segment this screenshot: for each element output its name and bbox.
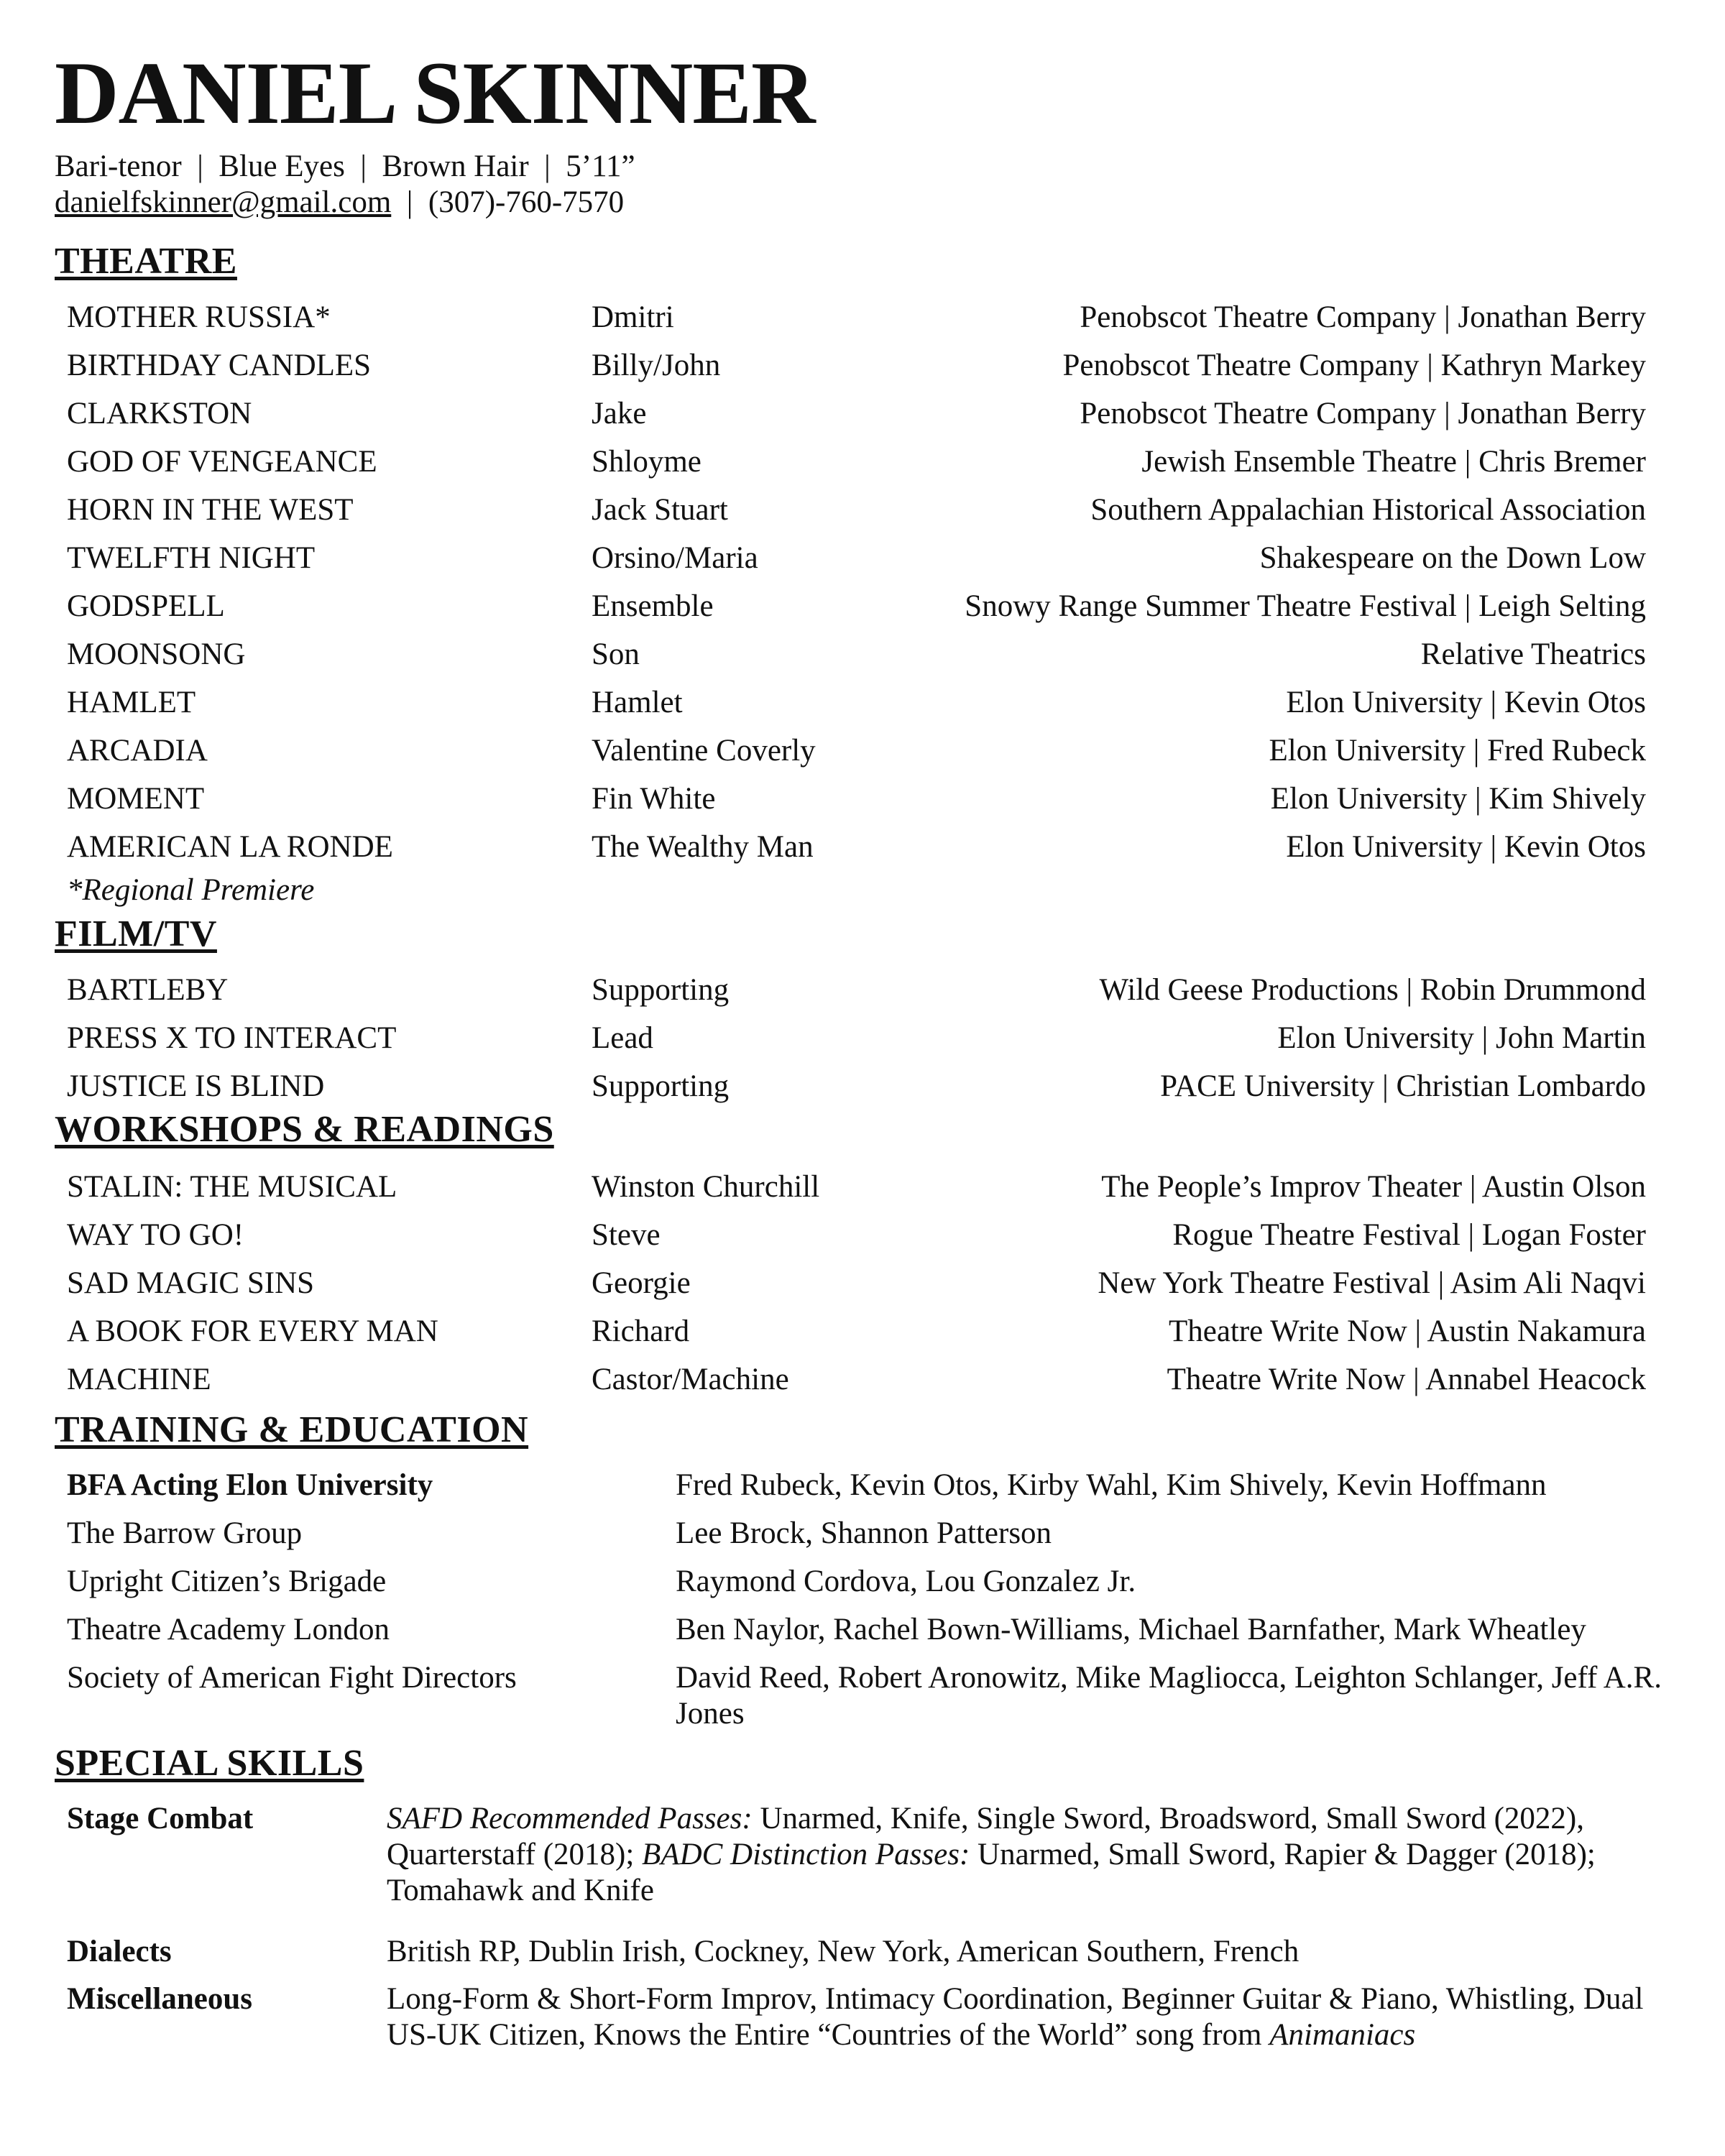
- skill-category: Miscellaneous: [67, 1982, 252, 2016]
- training-row: [0, 1606, 1725, 1654]
- skills-list: [0, 1801, 1725, 2078]
- skill-description: British RP, Dublin Irish, Cockney, New York, American Southern, French: [387, 1935, 1300, 1968]
- credit-title: BIRTHDAY CANDLES: [67, 349, 372, 382]
- credit-role: Supporting: [592, 1069, 730, 1103]
- credit-venue: Wild Geese Productions | Robin Drummond: [1099, 973, 1646, 1007]
- physical-stats: Bari-tenor | Blue Eyes | Brown Hair | 5’11”: [55, 149, 635, 183]
- credit-venue: The People’s Improv Theater | Austin Olson: [1101, 1170, 1646, 1204]
- credit-title: STALIN: THE MUSICAL: [67, 1170, 397, 1204]
- badc-label: BADC Distinction Passes:: [642, 1838, 970, 1871]
- training-school: BFA Acting Elon University: [67, 1468, 433, 1502]
- workshop-credits: [0, 1163, 1725, 1404]
- film-tv-credits: [0, 966, 1725, 1110]
- skill-row-miscellaneous: [0, 1981, 1725, 2053]
- training-teachers: Raymond Cordova, Lou Gonzalez Jr.: [676, 1565, 1136, 1598]
- credit-row: [0, 1211, 1725, 1259]
- theatre-credits: [0, 293, 1725, 871]
- credit-title: A BOOK FOR EVERY MAN: [67, 1314, 438, 1348]
- safd-label: SAFD Recommended Passes:: [387, 1802, 753, 1835]
- credit-row: [0, 293, 1725, 341]
- credit-role: Billy/John: [592, 349, 721, 382]
- credit-venue: Rogue Theatre Festival | Logan Foster: [1172, 1218, 1646, 1252]
- credit-role: Valentine Coverly: [592, 734, 816, 768]
- credit-role: Jake: [592, 397, 647, 430]
- credit-row: [0, 438, 1725, 486]
- skill-description: [387, 1981, 1680, 2053]
- credit-title: BARTLEBY: [67, 973, 229, 1007]
- training-teachers: Lee Brock, Shannon Patterson: [676, 1516, 1052, 1550]
- credit-venue: Theatre Write Now | Austin Nakamura: [1168, 1314, 1646, 1348]
- credit-title: TWELFTH NIGHT: [67, 541, 316, 575]
- credit-title: PRESS X TO INTERACT: [67, 1021, 397, 1055]
- credit-row: [0, 341, 1725, 390]
- training-teachers: David Reed, Robert Aronowitz, Mike Magliocca, Leighton Schlanger, Jeff A.R. Jones: [676, 1661, 1662, 1731]
- credit-role: Fin White: [592, 782, 716, 816]
- training-heading: TRAINING & EDUCATION: [55, 1409, 529, 1450]
- skill-row-dialects: [0, 1934, 1725, 1970]
- skill-description: [387, 1801, 1680, 1909]
- credit-role: Ensemble: [592, 589, 714, 623]
- credit-role: Supporting: [592, 973, 730, 1007]
- training-teachers: Ben Naylor, Rachel Bown-Williams, Michael Barnfather, Mark Wheatley: [676, 1613, 1586, 1646]
- credit-role: Winston Churchill: [592, 1170, 820, 1204]
- credit-venue: Penobscot Theatre Company | Jonathan Berry: [1080, 397, 1646, 430]
- credit-title: HORN IN THE WEST: [67, 493, 354, 527]
- skill-row-stage-combat: [0, 1801, 1725, 1909]
- credit-venue: Shakespeare on the Down Low: [1259, 541, 1646, 575]
- skill-category: Stage Combat: [67, 1802, 254, 1835]
- credit-title: HAMLET: [67, 686, 196, 719]
- credit-venue: Snowy Range Summer Theatre Festival | Leigh Selting: [965, 589, 1646, 623]
- credit-role: Orsino/Maria: [592, 541, 758, 575]
- actor-name: DANIEL SKINNER: [55, 44, 815, 142]
- credit-role: Shloyme: [592, 445, 702, 479]
- credit-role: Georgie: [592, 1266, 691, 1300]
- credit-row: [0, 1014, 1725, 1062]
- training-school: Theatre Academy London: [67, 1613, 390, 1646]
- credit-row: [0, 1062, 1725, 1110]
- animaniacs-title: Animaniacs: [1269, 2018, 1416, 2052]
- credit-venue: Penobscot Theatre Company | Kathryn Markey: [1062, 349, 1646, 382]
- credit-venue: PACE University | Christian Lombardo: [1160, 1069, 1646, 1103]
- credit-venue: Relative Theatrics: [1420, 637, 1646, 671]
- training-list: [0, 1462, 1725, 1732]
- email-link[interactable]: danielfskinner@gmail.com: [55, 185, 392, 219]
- credit-role: Richard: [592, 1314, 690, 1348]
- credit-title: MOONSONG: [67, 637, 246, 671]
- training-teachers: Fred Rubeck, Kevin Otos, Kirby Wahl, Kim Shively, Kevin Hoffmann: [676, 1468, 1547, 1502]
- contact-line: [55, 185, 624, 219]
- credit-venue: Jewish Ensemble Theatre | Chris Bremer: [1141, 445, 1646, 479]
- training-school: Upright Citizen’s Brigade: [67, 1565, 387, 1598]
- credit-row: [0, 727, 1725, 775]
- training-school: Society of American Fight Directors: [67, 1661, 517, 1695]
- credit-title: CLARKSTON: [67, 397, 252, 430]
- misc-skills: Long-Form & Short-Form Improv, Intimacy Coordination, Beginner Guitar & Piano, Whistling, Dual US-UK Citizen, Knows the Entire “Countries of the World” song from: [387, 1982, 1644, 2052]
- credit-role: The Wealthy Man: [592, 830, 814, 864]
- credit-venue: New York Theatre Festival | Asim Ali Naqvi: [1098, 1266, 1646, 1300]
- credit-title: AMERICAN LA RONDE: [67, 830, 393, 864]
- credit-venue: Elon University | Kevin Otos: [1286, 686, 1646, 719]
- credit-role: Son: [592, 637, 640, 671]
- credit-row: [0, 775, 1725, 823]
- credit-title: MACHINE: [67, 1363, 211, 1396]
- credit-venue: Elon University | Kim Shively: [1270, 782, 1646, 816]
- credit-row: [0, 823, 1725, 871]
- credit-venue: Theatre Write Now | Annabel Heacock: [1167, 1363, 1646, 1396]
- credit-row: [0, 1307, 1725, 1355]
- credit-role: Lead: [592, 1021, 653, 1055]
- workshops-heading: WORKSHOPS & READINGS: [55, 1109, 554, 1150]
- credit-row: [0, 630, 1725, 678]
- credit-venue: Elon University | Kevin Otos: [1286, 830, 1646, 864]
- special-skills-heading: SPECIAL SKILLS: [55, 1743, 364, 1784]
- credit-row: [0, 390, 1725, 438]
- credit-title: GOD OF VENGEANCE: [67, 445, 377, 479]
- skill-category: Dialects: [67, 1935, 172, 1968]
- credit-row: [0, 582, 1725, 630]
- training-row: [0, 1654, 1725, 1732]
- credit-venue: Elon University | Fred Rubeck: [1269, 734, 1646, 768]
- badc-passes: Unarmed, Small Sword, Rapier & Dagger (2018); Tomahawk and Knife: [387, 1838, 1596, 1907]
- credit-role: Jack Stuart: [592, 493, 728, 527]
- credit-row: [0, 1355, 1725, 1404]
- credit-title: SAD MAGIC SINS: [67, 1266, 315, 1300]
- credit-row: [0, 678, 1725, 727]
- credit-row: [0, 1259, 1725, 1307]
- theatre-heading: THEATRE: [55, 241, 237, 282]
- credit-role: Steve: [592, 1218, 661, 1252]
- training-row: [0, 1462, 1725, 1510]
- credit-title: JUSTICE IS BLIND: [67, 1069, 325, 1103]
- credit-title: WAY TO GO!: [67, 1218, 244, 1252]
- credit-row: [0, 486, 1725, 534]
- phone-number: | (307)-760-7570: [391, 185, 625, 219]
- credit-title: MOMENT: [67, 782, 205, 816]
- credit-title: GODSPELL: [67, 589, 225, 623]
- credit-row: [0, 966, 1725, 1014]
- training-row: [0, 1558, 1725, 1606]
- credit-role: Hamlet: [592, 686, 683, 719]
- credit-role: Dmitri: [592, 300, 674, 334]
- credit-title: ARCADIA: [67, 734, 208, 768]
- film-tv-heading: FILM/TV: [55, 913, 217, 954]
- credit-title: MOTHER RUSSIA*: [67, 300, 331, 334]
- credit-row: [0, 1163, 1725, 1211]
- training-row: [0, 1510, 1725, 1558]
- credit-row: [0, 534, 1725, 582]
- credit-venue: Elon University | John Martin: [1277, 1021, 1646, 1055]
- credit-venue: Southern Appalachian Historical Association: [1090, 493, 1646, 527]
- training-school: The Barrow Group: [67, 1516, 303, 1550]
- credit-role: Castor/Machine: [592, 1363, 789, 1396]
- safd-passes: Unarmed, Knife, Single Sword, Broadsword, Small Sword (2022), Quarterstaff (2018);: [387, 1802, 1584, 1871]
- regional-premiere-note: *Regional Premiere: [67, 873, 315, 907]
- credit-venue: Penobscot Theatre Company | Jonathan Berry: [1080, 300, 1646, 334]
